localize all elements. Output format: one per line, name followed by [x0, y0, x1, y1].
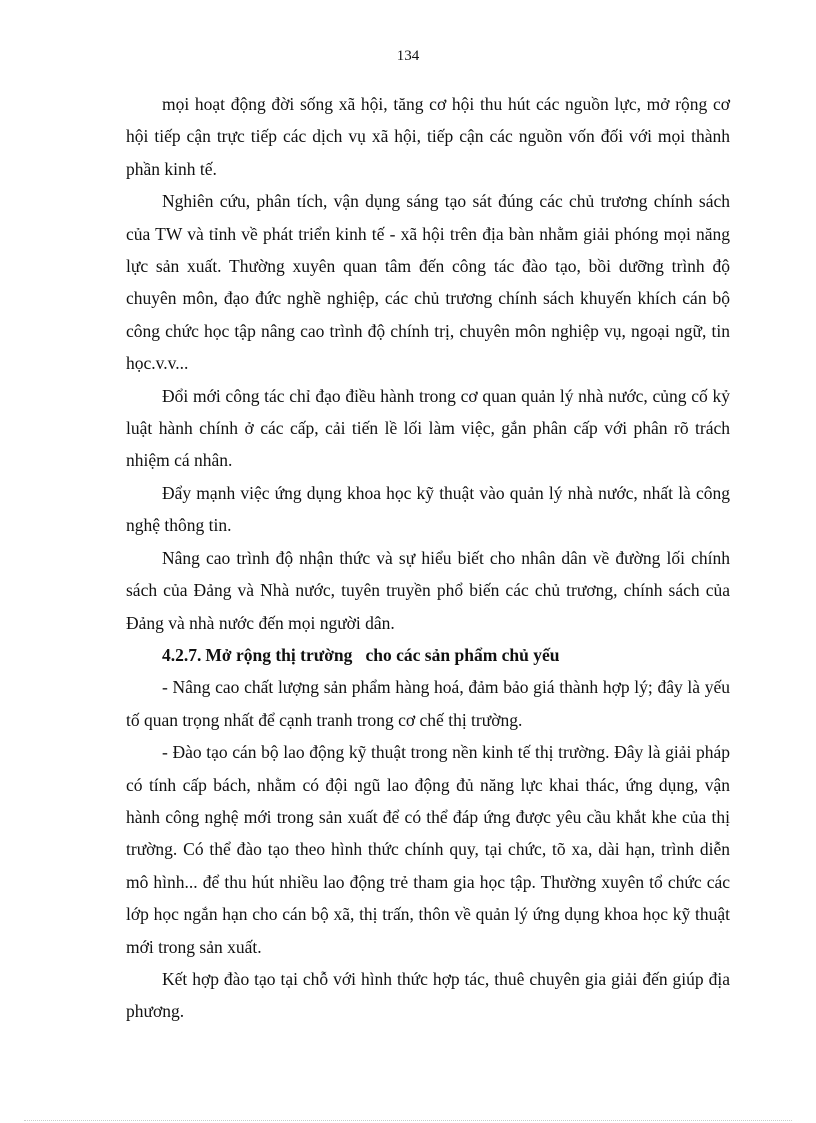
paragraph-expert-cooperation: Kết hợp đào tạo tại chỗ với hình thức hợp tác, thuê chuyên gia giải đến giúp địa phương. [126, 968, 730, 1022]
page-bottom-divider [24, 1120, 792, 1121]
paragraph-administrative-reform: Đổi mới công tác chỉ đạo điều hành trong cơ quan quản lý nhà nước, củng cố kỷ luật hành chính ở các cấp, cải tiến lề lối làm việc, gắn phân cấp với phân rõ trách nhiệm cá nhân. [126, 385, 730, 471]
section-title: Mở rộng thị trường cho các sản phẩm chủ yếu [205, 644, 560, 665]
paragraph-policy-research: Nghiên cứu, phân tích, vận dụng sáng tạo sát đúng các chủ trương chính sách của TW và tỉnh về phát triển kinh tế - xã hội trên địa bàn nhằm giải phóng mọi năng lực sản xuất. Thường xuyên quan tâm đến công tác đào tạo, bồi dưỡng trình độ chuyên môn, đạo đức nghề nghiệp, các chủ trương chính sách khuyến khích cán bộ công chức học tập nâng cao trình độ chính trị, chuyên môn nghiệp vụ, ngoại ngữ, tin học.v.v... [126, 191, 730, 374]
paragraph-public-awareness: Nâng cao trình độ nhận thức và sự hiểu biết cho nhân dân về đường lối chính sách của Đảng và Nhà nước, tuyên truyền phổ biến các chủ trương, chính sách của Đảng và nhà nước đến mọi người dân. [126, 547, 730, 633]
section-heading [126, 639, 730, 671]
paragraph-labor-training: - Đào tạo cán bộ lao động kỹ thuật trong nền kinh tế thị trường. Đây là giải pháp có tính cấp bách, nhằm có đội ngũ lao động đủ năng lực khai thác, ứng dụng, vận hành công nghệ mới trong sản xuất để có thể đáp ứng được yêu cầu khắt khe của thị trường. Có thể đào tạo theo hình thức chính quy, tại chức, tõ xa, dài hạn, trình diễn mô hình... để thu hút nhiều lao động trẻ tham gia học tập. Thường xuyên tổ chức các lớp học ngắn hạn cho cán bộ xã, thị trấn, thôn về quản lý ứng dụng khoa học kỹ thuật mới trong sản xuất. [126, 742, 730, 957]
document-body [126, 88, 730, 1028]
page-number: 134 [396, 48, 420, 64]
section-number: 4.2.7. [162, 644, 202, 665]
paragraph-continuation: mọi hoạt động đời sống xã hội, tăng cơ hội thu hút các nguồn lực, mở rộng cơ hội tiếp cận trực tiếp các dịch vụ xã hội, tiếp cận các nguồn vốn đối với mọi thành phần kinh tế. [126, 94, 730, 179]
paragraph-technology-application: Đẩy mạnh việc ứng dụng khoa học kỹ thuật vào quản lý nhà nước, nhất là công nghệ thông tin. [126, 482, 730, 536]
paragraph-product-quality: - Nâng cao chất lượng sản phẩm hàng hoá, đảm bảo giá thành hợp lý; đây là yếu tố quan trọng nhất để cạnh tranh trong cơ chế thị trường. [126, 677, 730, 730]
